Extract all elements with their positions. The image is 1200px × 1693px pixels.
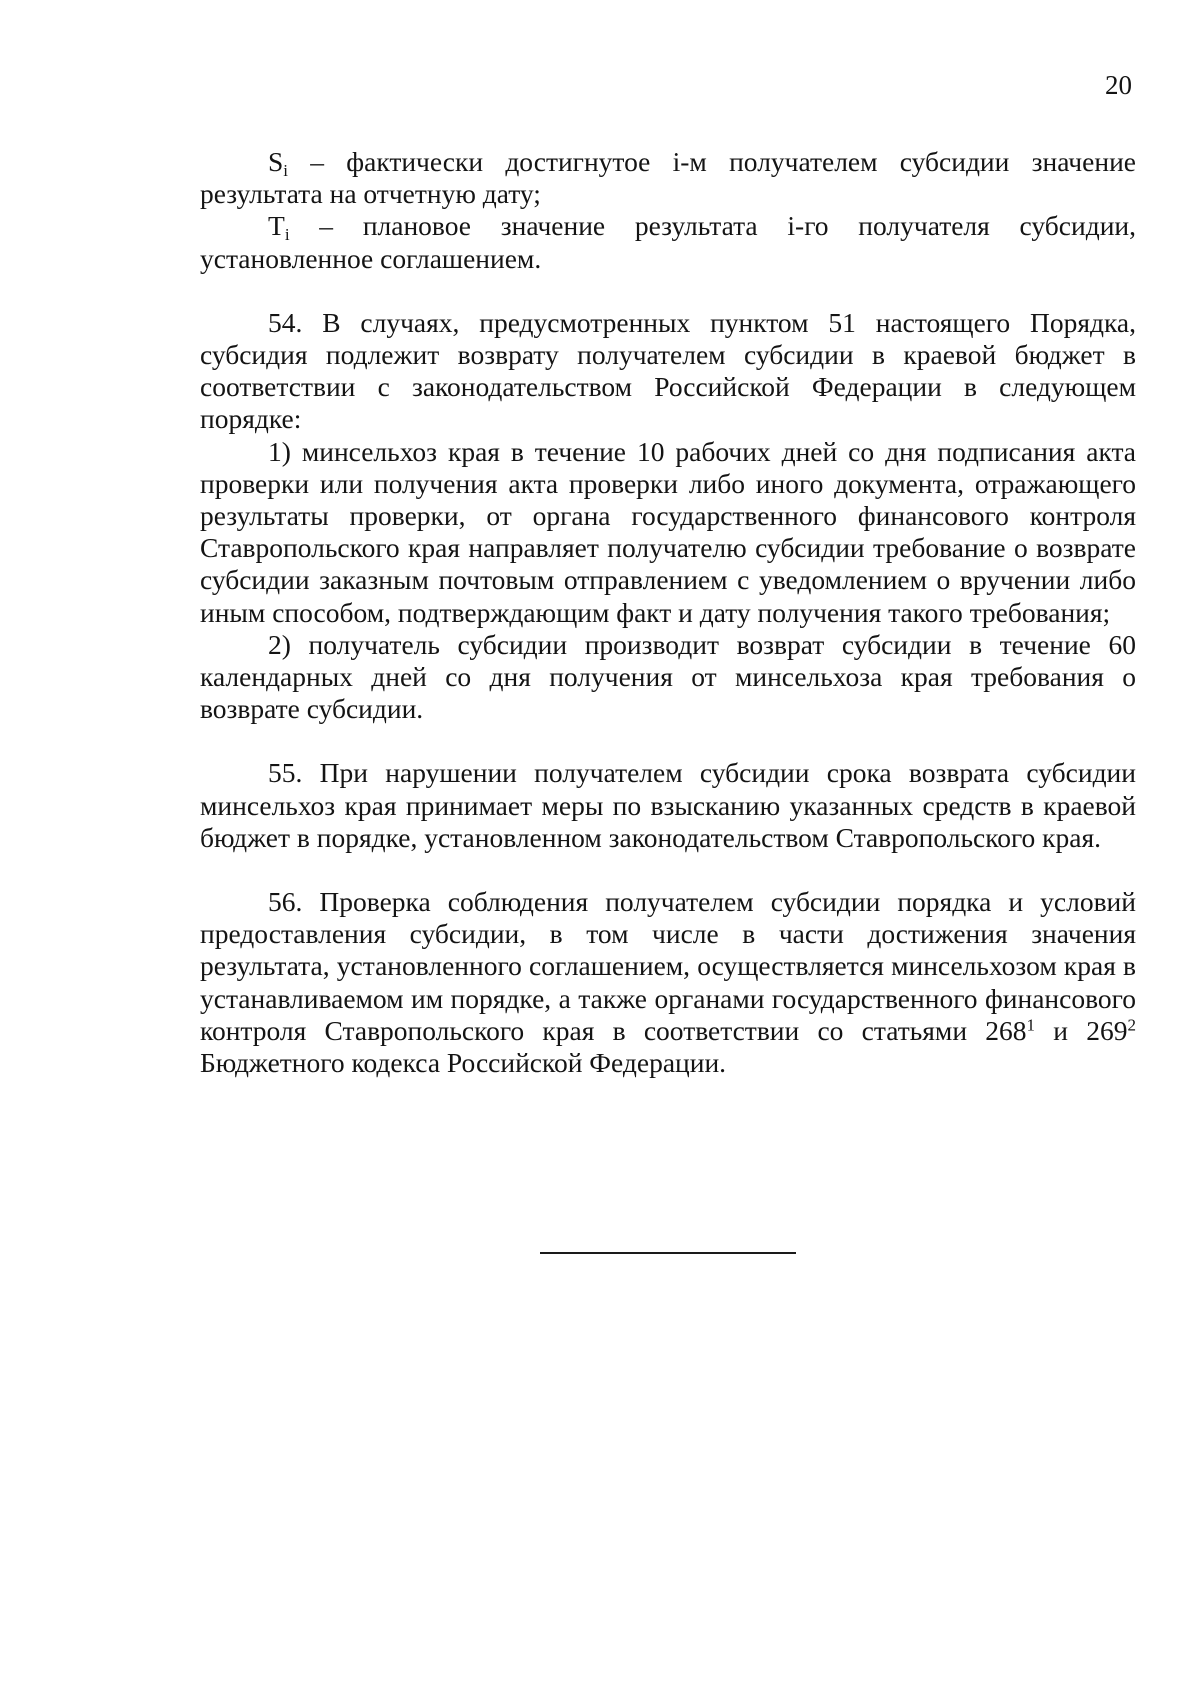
paragraph-54-item-2: 2) получатель субсидии производит возврат субсидии в течение 60 календарных дней со дня получения от минсельхоза края требования о возврате субсидии. (200, 628, 1136, 725)
definition-s-text: – фактически достигнутое i-м получателем субсидии значение результата на отчетную дату; (200, 146, 1136, 210)
page-number: 20 (1105, 70, 1132, 100)
subscript-i: i (284, 225, 290, 245)
article-269: 269 (1086, 1014, 1128, 1046)
symbol-s: S (268, 146, 284, 177)
document-body (200, 146, 1136, 1079)
paragraph-56-text-a: 56. Проверка соблюдения получателем субсидии порядка и условий предоставления субсидии, в том числе в части достижения значения результата, установленного соглашением, осуществляется минсельхозом края в устанавливаемом им порядке, а также органами государственного финансового контроля Ставропольского края в соответствии со статьями (200, 886, 1136, 1046)
paragraph-56 (200, 886, 1136, 1079)
definition-t-text: – плановое значение результата i-го получателя субсидии, установленное соглашением. (200, 210, 1136, 274)
paragraph-54-item-1: 1) минсельхоз края в течение 10 рабочих дней со дня подписания акта проверки или получения акта проверки либо иного документа, отражающего результаты проверки, от органа государственного финансового контроля Ставропольского края направляет получателю субсидии требование о возврате субсидии заказным почтовым отправлением с уведомлением о вручении либо иным способом, подтверждающим факт и дату получения такого требования; (200, 435, 1136, 628)
paragraph-54: 54. В случаях, предусмотренных пунктом 51 настоящего Порядка, субсидия подлежит возврату получателем субсидии в краевой бюджет в соответствии с законодательством Российской Федерации в следующем порядке: (200, 306, 1136, 435)
definition-s-i (200, 146, 1136, 210)
article-268: 268 (985, 1014, 1027, 1046)
definition-t-i (200, 210, 1136, 274)
paragraph-56-between: и (1035, 1014, 1087, 1046)
article-269-superscript: 2 (1127, 1015, 1137, 1035)
article-268-superscript: 1 (1026, 1015, 1036, 1035)
paragraph-55: 55. При нарушении получателем субсидии срока возврата субсидии минсельхоз края принимает меры по взысканию указанных средств в краевой бюджет в порядке, установленном законодательством Ставропольского края. (200, 757, 1136, 853)
paragraph-56-text-b: Бюджетного кодекса Российской Федерации. (200, 1047, 727, 1079)
subscript-i: i (283, 160, 289, 180)
closing-rule-divider (540, 1252, 796, 1254)
symbol-t: T (268, 210, 285, 242)
